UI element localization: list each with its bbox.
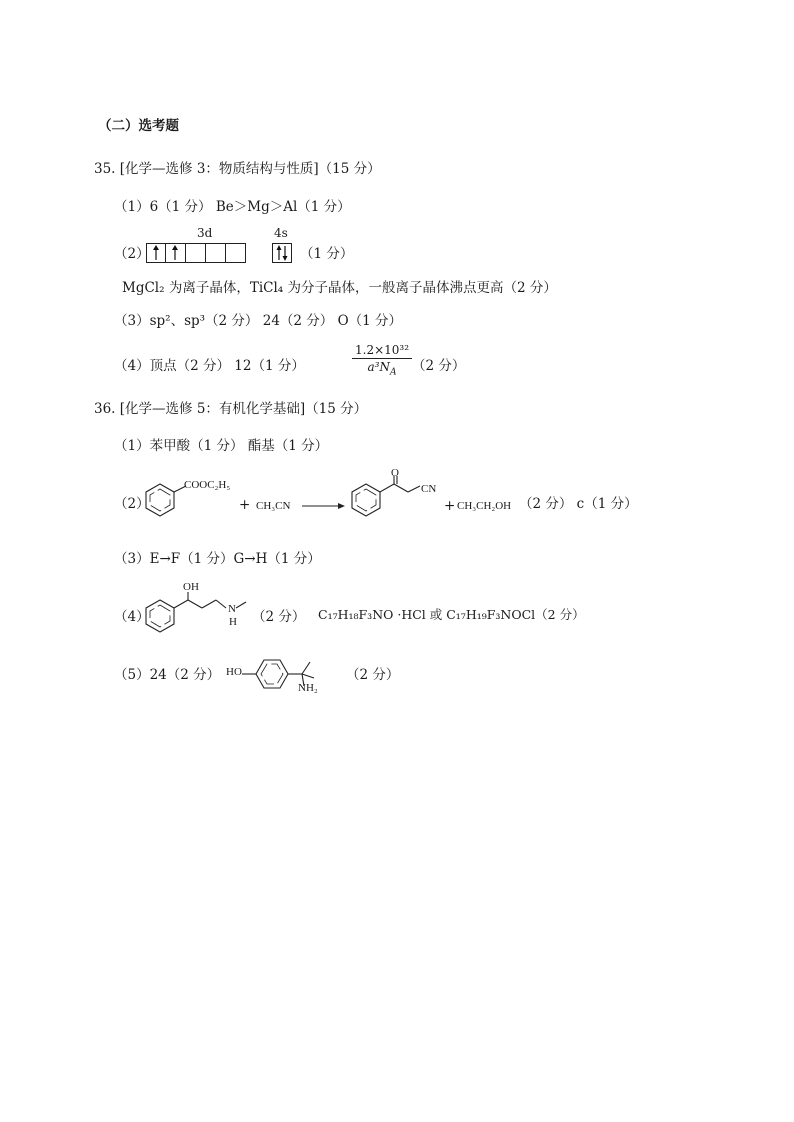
plus-sign-1: + bbox=[239, 497, 251, 513]
structure-ho-group: HO bbox=[226, 666, 242, 678]
structure-nh2-group: NH₂ bbox=[298, 682, 318, 694]
structure-oh-group: OH bbox=[183, 581, 199, 593]
orbital-box-empty-1 bbox=[186, 243, 206, 263]
product-carbonyl-o: O bbox=[391, 467, 399, 479]
section-title: （二）选考题 bbox=[98, 118, 179, 134]
q35-answer-2-text: MgCl₂ 为离子晶体，TiCl₄ 为分子晶体，一般离子晶体沸点更高（2 分） bbox=[122, 280, 557, 296]
orbital-3d-boxes bbox=[146, 243, 246, 263]
q36-answer-4-formula: C₁₇H₁₈F₃NO ·HCl 或 C₁₇H₁₉F₃NOCl（2 分） bbox=[318, 607, 585, 622]
q35-answer-4: （4）顶点（2 分） 12（1 分） bbox=[114, 358, 305, 374]
q36-answer-2-score: （2 分） c（1 分） bbox=[519, 496, 638, 512]
orbital-box-up-2 bbox=[166, 243, 186, 263]
q35-answer-4-score: （2 分） bbox=[412, 358, 466, 374]
arrow-up-icon bbox=[147, 244, 165, 262]
orbital-box-up-1 bbox=[146, 243, 166, 263]
product-cyano-group: CN bbox=[421, 483, 437, 495]
orbital-3d-label: 3d bbox=[197, 226, 213, 240]
arrow-up-down-icon bbox=[273, 244, 291, 262]
structure-n-atom: N bbox=[228, 603, 236, 615]
q35-answer-1: （1）6（1 分） Be＞Mg＞Al（1 分） bbox=[114, 199, 351, 215]
orbital-4s-box bbox=[272, 243, 292, 263]
amino-alcohol-structure bbox=[142, 590, 254, 638]
q36-answer-2-label: （2） bbox=[114, 496, 150, 512]
q35-heading: 35. [化学—选修 3：物质结构与性质]（15 分） bbox=[94, 161, 381, 177]
orbital-box-paired bbox=[272, 243, 292, 263]
product-ethanol: CH₃CH₂OH bbox=[457, 500, 512, 512]
fraction-denominator-sub: A bbox=[390, 367, 397, 378]
q35-answer-4-fraction bbox=[352, 343, 412, 377]
orbital-box-empty-2 bbox=[206, 243, 226, 263]
q36-heading: 36. [化学—选修 5：有机化学基础]（15 分） bbox=[94, 401, 368, 417]
fraction-numerator: 1.2×10³² bbox=[352, 343, 412, 359]
q36-answer-5-label: （5）24（2 分） bbox=[114, 667, 221, 683]
q36-answer-4-score: （2 分） bbox=[252, 609, 306, 625]
q36-answer-3: （3）E→F（1 分）G→H（1 分） bbox=[114, 551, 321, 567]
reactant-ester-group: COOC₂H₅ bbox=[184, 479, 231, 491]
q36-answer-1: （1）苯甲酸（1 分） 酯基（1 分） bbox=[114, 438, 329, 454]
plus-sign-2: + bbox=[444, 498, 456, 514]
arrow-up-icon bbox=[166, 244, 184, 262]
product-ketonitrile-structure bbox=[348, 470, 444, 530]
q36-answer-4-label: （4） bbox=[114, 609, 150, 625]
q35-answer-2-score: （1 分） bbox=[300, 246, 354, 262]
q35-answer-2-label: （2） bbox=[114, 246, 150, 262]
q36-answer-5-score: （2 分） bbox=[346, 667, 400, 683]
structure-h-atom: H bbox=[229, 616, 237, 628]
fraction-denominator: a³N bbox=[367, 360, 390, 374]
orbital-4s-label: 4s bbox=[274, 226, 288, 240]
orbital-box-empty-3 bbox=[226, 243, 246, 263]
reactant-acetonitrile: CH₃CN bbox=[256, 500, 291, 512]
reaction-arrow-icon bbox=[302, 500, 346, 512]
q35-answer-3: （3）sp²、sp³（2 分） 24（2 分） O（1 分） bbox=[114, 313, 403, 329]
